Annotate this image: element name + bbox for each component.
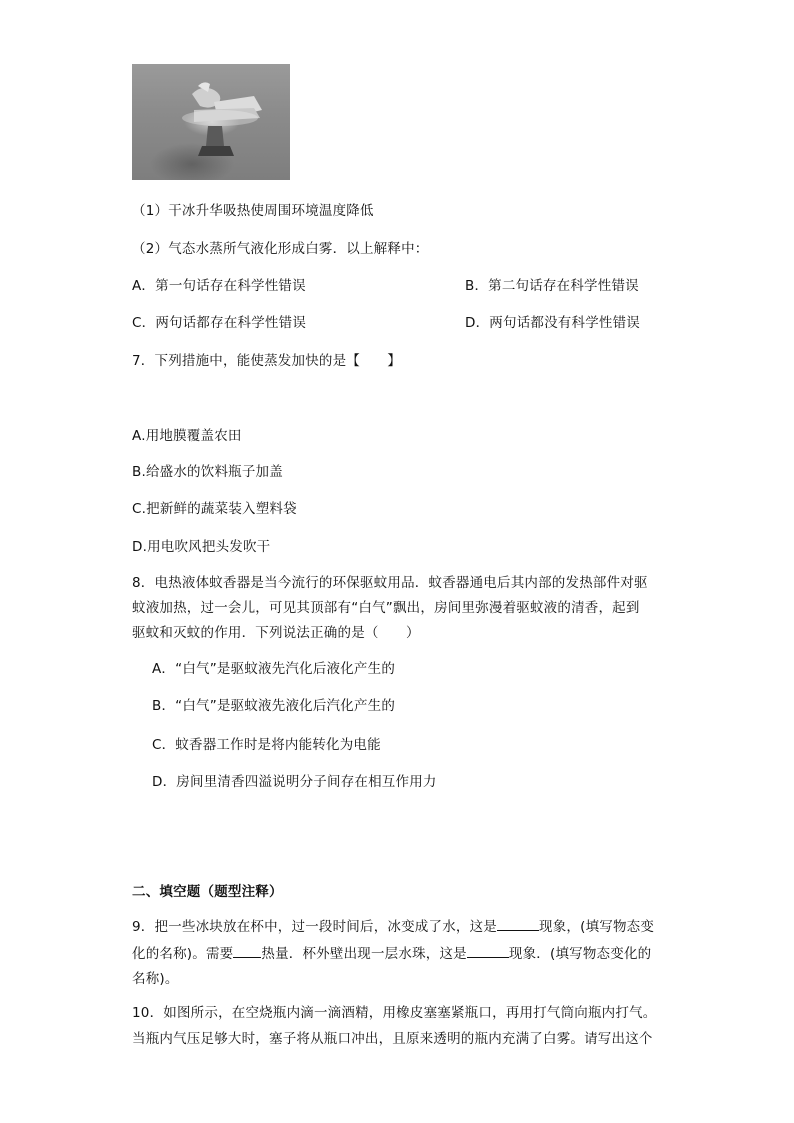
q9-line-3: 名称)。 — [132, 971, 179, 987]
q8-stem-line-2: 蚊液加热，过一会儿，可见其顶部有“白气”飘出，房间里弥漫着驱蚊液的清香，起到 — [132, 600, 640, 616]
q9-line-2 — [132, 943, 651, 964]
q9-text-4: 热量．杯外壁出现一层水珠，这是 — [261, 946, 467, 962]
dry-ice-experiment-photo — [132, 64, 290, 180]
q9-line-1 — [132, 916, 654, 937]
q8-option-a: A．“白气”是驱蚊液先汽化后液化产生的 — [152, 661, 396, 677]
q7-option-a: A.用地膜覆盖农田 — [132, 428, 242, 444]
section-2-title: 二、填空题（题型注释） — [132, 884, 283, 900]
q9-text-1: 9．把一些冰块放在杯中，过一段时间后，冰变成了水，这是 — [132, 919, 497, 935]
q6-option-d: D．两句话都没有科学性错误 — [465, 315, 640, 331]
q8-stem-line-3: 驱蚊和灭蚊的作用．下列说法正确的是（ ） — [132, 625, 420, 641]
q7-stem: 7．下列措施中，能使蒸发加快的是【 】 — [132, 353, 402, 369]
q6-option-b: B．第二句话存在科学性错误 — [465, 278, 639, 294]
q8-option-d: D．房间里清香四溢说明分子间存在相互作用力 — [152, 774, 437, 790]
q9-blank-1[interactable] — [497, 916, 539, 931]
photo-figure-icon — [132, 64, 290, 180]
q9-text-5: 现象．(填写物态变化的 — [508, 946, 652, 962]
q8-option-b: B．“白气”是驱蚊液先液化后汽化产生的 — [152, 698, 396, 714]
q6-options-row-1 — [132, 276, 692, 296]
q10-line-2: 当瓶内气压足够大时，塞子将从瓶口冲出，且原来透明的瓶内充满了白雾。请写出这个 — [132, 1031, 653, 1047]
q6-statement-1: （1）干冰升华吸热使周围环境温度降低 — [132, 203, 374, 219]
q8-stem-line-1: 8．电热液体蚊香器是当今流行的环保驱蚊用品．蚊香器通电后其内部的发热部件对驱 — [132, 575, 648, 591]
q9-text-2: 现象，(填写物态变 — [539, 919, 655, 935]
q9-blank-3[interactable] — [467, 943, 509, 958]
q6-options-row-2 — [132, 313, 692, 333]
q7-option-b: B.给盛水的饮料瓶子加盖 — [132, 464, 283, 480]
q6-option-c: C．两句话都存在科学性错误 — [132, 315, 307, 331]
q7-option-c: C.把新鲜的蔬菜装入塑料袋 — [132, 501, 297, 517]
q9-blank-2[interactable] — [233, 943, 261, 958]
q7-option-d: D.用电吹风把头发吹干 — [132, 539, 271, 555]
q6-option-a: A．第一句话存在科学性错误 — [132, 278, 306, 294]
q9-text-3: 化的名称)。需要 — [132, 946, 234, 962]
q8-option-c: C．蚊香器工作时是将内能转化为电能 — [152, 737, 381, 753]
q10-line-1: 10．如图所示，在空烧瓶内滴一滴酒精，用橡皮塞塞紧瓶口，再用打气筒向瓶内打气。 — [132, 1005, 657, 1021]
q6-statement-2: （2）气态水蒸所气液化形成白雾．以上解释中： — [132, 241, 429, 257]
